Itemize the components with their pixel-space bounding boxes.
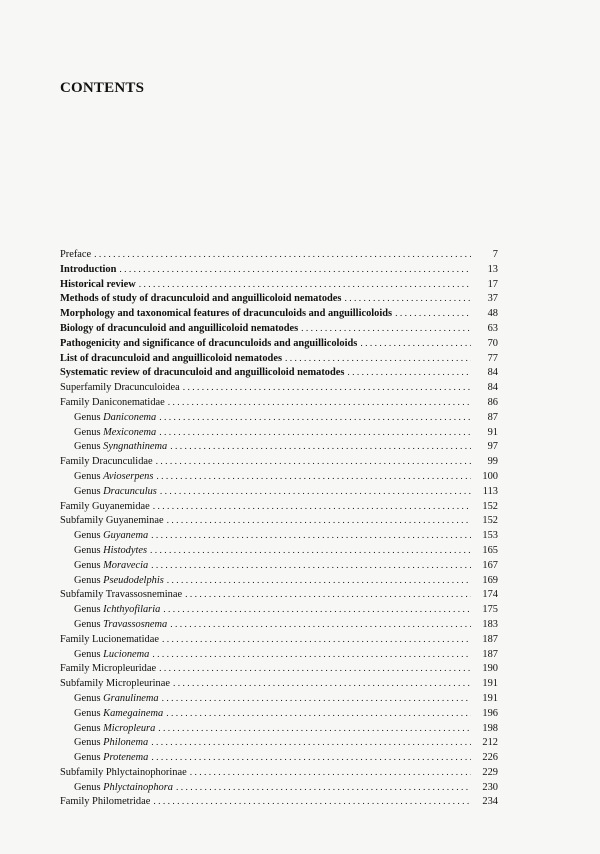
dot-leader [94,248,471,263]
toc-entry-prefix: Genus [74,470,104,482]
toc-entry-label [74,722,155,737]
toc-entry-prefix: Genus [74,544,104,556]
toc-entry-page-number: 234 [482,796,498,808]
toc-entry-label [74,440,167,455]
dot-leader [167,514,471,529]
toc-entry-genus-name: Lucionema [103,648,150,660]
toc-entry[interactable] [60,795,498,810]
toc-entry-page-number: 167 [482,559,498,571]
toc-entry-label [60,396,165,411]
toc-entry-page-number: 13 [487,263,498,275]
toc-entry-genus-name: Moravecia [103,559,149,571]
toc-entry-page-number: 152 [482,515,498,527]
toc-entry-label [74,603,160,618]
toc-entry-prefix: Genus [74,692,104,704]
toc-entry-page-number: 70 [487,337,498,349]
toc-entry-genus-name: Histodytes [103,544,148,556]
toc-entry-label [74,411,156,426]
toc-entry-label [60,337,357,352]
toc-entry-prefix: Genus [74,411,104,423]
dot-leader [173,677,471,692]
toc-entry-label [60,366,344,381]
dot-leader [360,337,471,352]
toc-entry-label [74,618,167,633]
toc-entry-genus-name: Pseudodelphis [103,574,164,586]
dot-leader [160,485,471,500]
toc-entry-label [60,381,180,396]
toc-entry-prefix: Genus [74,441,104,453]
toc-entry[interactable] [60,618,498,633]
toc-entry-prefix: Genus [74,574,104,586]
dot-leader [167,574,471,589]
toc-entry[interactable] [60,544,498,559]
table-of-contents [60,248,498,810]
toc-entry-page-number: 230 [482,781,498,793]
toc-entry-genus-name: Travassosnema [103,618,168,630]
dot-leader [176,781,471,796]
toc-entry-genus-name: Ichthyofilaria [103,604,161,616]
toc-entry[interactable] [60,736,498,751]
toc-entry-prefix: Genus [74,485,104,497]
toc-entry-page-number: 17 [487,278,498,290]
toc-entry-label [60,307,392,322]
toc-entry-prefix: Subfamily Guyaneminae [60,515,164,527]
dot-leader [162,633,471,648]
dot-leader [168,396,471,411]
toc-entry-label [74,529,148,544]
toc-entry[interactable] [60,337,498,352]
toc-entry[interactable] [60,662,498,677]
toc-entry[interactable] [60,411,498,426]
toc-entry-prefix: Genus [74,707,104,719]
toc-entry[interactable] [60,692,498,707]
toc-entry-prefix: Preface [60,249,92,260]
dot-leader [301,322,471,337]
toc-entry-page-number: 191 [482,692,498,704]
dot-leader [152,648,471,663]
toc-entry-page-number: 196 [482,707,498,719]
toc-entry-label [60,322,298,337]
toc-entry[interactable] [60,426,498,441]
toc-entry[interactable] [60,307,498,322]
toc-entry-label [74,692,159,707]
toc-entry-page-number: 169 [482,574,498,586]
dot-leader [156,455,471,470]
toc-entry-page-number: 198 [482,722,498,734]
toc-entry-label [60,500,150,515]
toc-entry-label [60,677,170,692]
toc-entry-page-number: 97 [487,441,498,453]
toc-entry[interactable] [60,588,498,603]
toc-entry-prefix: Methods of study of dracunculoid and anguillicoloid nematodes [60,293,342,305]
toc-entry-label [60,292,341,307]
toc-entry-page-number: 191 [482,678,498,690]
toc-entry-genus-name: Daniconema [103,411,157,423]
toc-entry-prefix: Genus [74,604,104,616]
toc-entry-label [60,766,187,781]
dot-leader [139,278,471,293]
dot-leader [344,292,471,307]
toc-entry[interactable] [60,707,498,722]
toc-entry[interactable] [60,781,498,796]
toc-entry-label [74,751,148,766]
dot-leader [151,529,471,544]
toc-entry[interactable] [60,396,498,411]
toc-entry-page-number: 152 [482,500,498,512]
toc-entry[interactable] [60,263,498,278]
toc-entry[interactable] [60,292,498,307]
toc-entry-page-number: 48 [487,308,498,320]
toc-entry-genus-name: Philonema [103,737,149,749]
dot-leader [190,766,471,781]
toc-entry-prefix: Family Guyanemidae [60,500,150,512]
toc-entry[interactable] [60,485,498,500]
toc-entry-label [60,263,116,278]
dot-leader [153,500,471,515]
toc-entry-page-number: 190 [482,663,498,675]
toc-entry-prefix: Genus [74,618,104,630]
toc-entry[interactable] [60,248,498,263]
toc-entry-page-number: 187 [482,648,498,660]
toc-entry-prefix: Genus [74,722,104,734]
dot-leader [151,559,471,574]
dot-leader [151,736,471,751]
dot-leader [185,588,471,603]
toc-entry[interactable] [60,722,498,737]
toc-entry-page-number: 113 [482,485,498,497]
toc-entry-prefix: Genus [74,781,104,793]
toc-entry-page-number: 84 [487,367,498,379]
toc-entry-genus-name: Dracunculus [103,485,157,497]
toc-entry-genus-name: Avioserpens [103,470,154,482]
toc-entry-page-number: 187 [482,633,498,645]
toc-entry-page-number: 212 [482,737,498,749]
toc-entry-label [74,648,149,663]
toc-entry-page-number: 86 [487,396,498,408]
toc-entry-label [74,544,147,559]
toc-entry-page-number: 99 [487,456,498,468]
toc-entry-page-number: 165 [482,544,498,556]
toc-entry-prefix: Morphology and taxonomical features of dracunculoids and anguillicoloids [60,308,393,320]
toc-entry-label [60,455,153,470]
toc-entry-prefix: Family Lucionematidae [60,633,159,645]
toc-entry-label [60,662,156,677]
toc-entry-genus-name: Granulinema [103,692,159,704]
toc-entry[interactable] [60,603,498,618]
dot-leader [166,707,471,722]
toc-entry-genus-name: Syngnathinema [103,441,168,453]
dot-leader [183,381,471,396]
toc-entry-page-number: 77 [487,352,498,364]
dot-leader [170,618,471,633]
toc-entry-page-number: 37 [487,293,498,305]
toc-entry-prefix: Family Dracunculidae [60,456,153,468]
toc-entry-label [74,470,153,485]
toc-entry-page-number: 174 [482,589,498,601]
toc-entry-prefix: Historical review [60,278,136,290]
toc-entry-page-number: 183 [482,618,498,630]
dot-leader [156,470,471,485]
toc-entry-label [74,426,156,441]
toc-entry-prefix: Genus [74,737,104,749]
toc-entry-prefix: Systematic review of dracunculoid and anguillicoloid nematodes [60,367,345,379]
dot-leader [153,795,471,810]
dot-leader [347,366,471,381]
toc-entry[interactable] [60,677,498,692]
toc-entry[interactable] [60,455,498,470]
page-title: CONTENTS [60,80,145,96]
toc-entry-prefix: Family Daniconematidae [60,396,165,408]
toc-entry[interactable] [60,278,498,293]
toc-entry[interactable] [60,766,498,781]
toc-entry-page-number: 91 [487,426,498,438]
toc-entry-label [74,574,164,589]
dot-leader [159,426,471,441]
toc-entry-prefix: Superfamily Dracunculoidea [60,382,180,394]
toc-entry-genus-name: Protenema [103,752,149,764]
toc-entry-prefix: Genus [74,530,104,542]
toc-entry-page-number: 153 [482,530,498,542]
toc-entry-prefix: Genus [74,648,104,660]
dot-leader [395,307,471,322]
toc-entry-label [60,352,282,367]
dot-leader [285,352,471,367]
toc-entry[interactable] [60,470,498,485]
toc-entry[interactable] [60,381,498,396]
toc-entry-prefix: Pathogenicity and significance of dracunculoids and anguillicoloids [60,337,358,349]
toc-entry-label [60,278,136,293]
toc-entry-label [60,795,150,810]
toc-entry-page-number: 100 [482,470,498,482]
dot-leader [159,662,471,677]
toc-entry-prefix: Genus [74,426,104,438]
toc-entry-label [60,588,182,603]
toc-entry-label [74,736,148,751]
toc-entry[interactable] [60,366,498,381]
toc-entry-prefix: Genus [74,559,104,571]
toc-entry-prefix: Family Philometridae [60,796,151,808]
toc-entry-page-number: 229 [482,766,498,778]
toc-entry-genus-name: Micropleura [103,722,156,734]
toc-entry-page-number: 63 [487,322,498,334]
toc-entry-prefix: Subfamily Micropleurinae [60,678,170,690]
toc-entry-label [74,559,148,574]
toc-entry[interactable] [60,751,498,766]
toc-entry[interactable] [60,529,498,544]
toc-entry-genus-name: Mexiconema [103,426,157,438]
toc-entry-genus-name: Guyanema [103,530,149,542]
toc-entry-page-number: 7 [492,249,498,260]
toc-entry[interactable] [60,440,498,455]
dot-leader [151,751,471,766]
toc-entry-label [60,514,164,529]
toc-entry-genus-name: Kamegainema [103,707,164,719]
toc-entry-page-number: 226 [482,752,498,764]
dot-leader [119,263,471,278]
toc-entry[interactable] [60,352,498,367]
toc-entry-prefix: Biology of dracunculoid and anguillicoloid nematodes [60,322,299,334]
toc-entry-prefix: Family Micropleuridae [60,663,157,675]
toc-entry[interactable] [60,633,498,648]
toc-entry-page-number: 87 [487,411,498,423]
dot-leader [170,440,471,455]
dot-leader [159,411,471,426]
toc-entry[interactable] [60,648,498,663]
toc-entry-label [74,707,163,722]
toc-entry-label [74,485,157,500]
toc-entry[interactable] [60,574,498,589]
toc-entry-genus-name: Phlyctainophora [103,781,173,793]
toc-entry-prefix: Genus [74,752,104,764]
toc-entry-prefix: List of dracunculoid and anguillicoloid nematodes [60,352,282,364]
toc-entry-label [74,781,173,796]
toc-entry-prefix: Subfamily Travassosneminae [60,589,183,601]
toc-entry-prefix: Subfamily Phlyctainophorinae [60,766,187,778]
toc-entry[interactable] [60,514,498,529]
toc-entry-label [60,633,159,648]
dot-leader [150,544,471,559]
dot-leader [158,722,471,737]
dot-leader [163,603,471,618]
toc-entry[interactable] [60,559,498,574]
toc-entry-label [60,248,91,263]
toc-entry-prefix: Introduction [60,263,117,275]
toc-entry[interactable] [60,322,498,337]
toc-entry[interactable] [60,500,498,515]
toc-entry-page-number: 175 [482,604,498,616]
dot-leader [162,692,471,707]
toc-entry-page-number: 84 [487,382,498,394]
